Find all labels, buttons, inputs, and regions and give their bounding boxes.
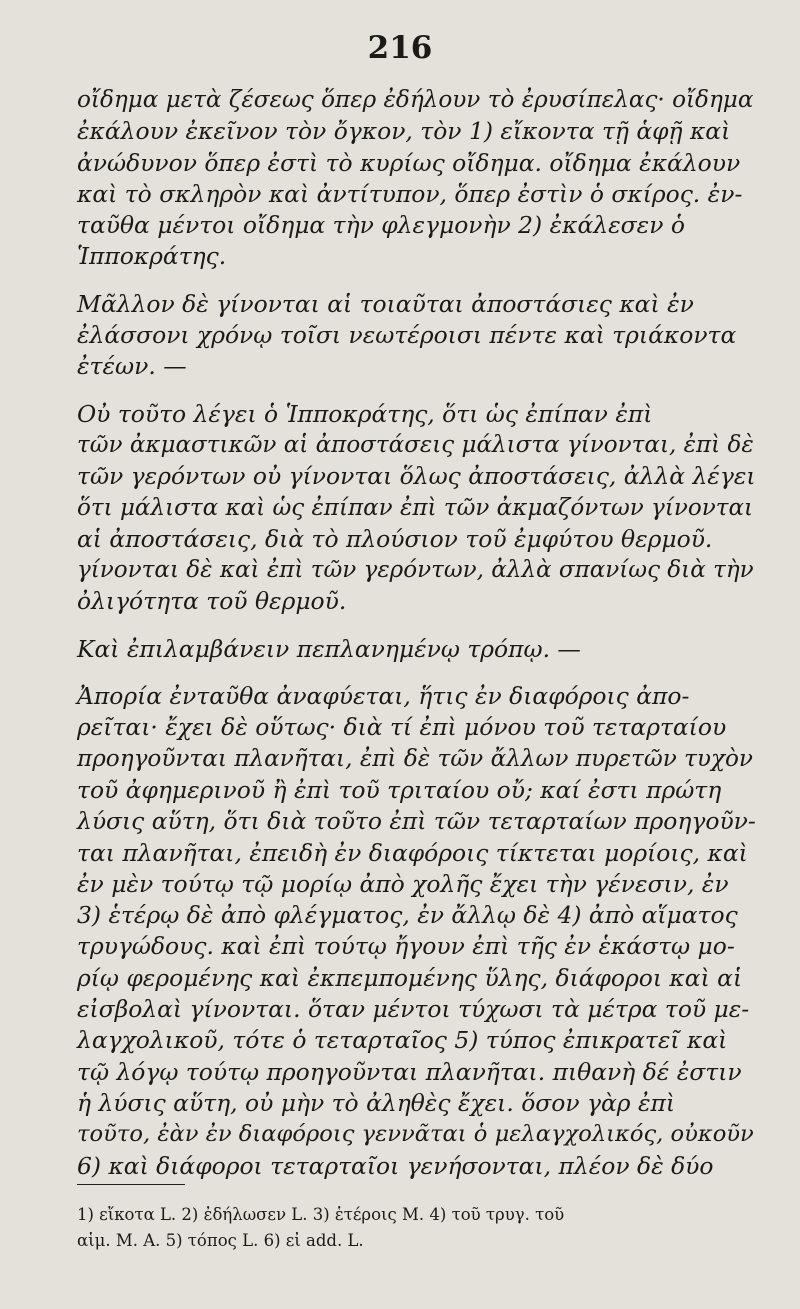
page-number: 216: [367, 30, 433, 66]
text-line: τρυγώδους. καὶ ἐπὶ τούτῳ ἤγουν ἐπὶ τῆς ἐν ἑκάστῳ μο-: [77, 932, 735, 961]
text-line: αἱ ἀποστάσεις, διὰ τὸ πλούσιον τοῦ ἐμφύτου θερμοῦ.: [77, 524, 713, 553]
paragraph-gap: [77, 383, 757, 399]
text-line: λύσις αὕτη, ὅτι διὰ τοῦτο ἐπὶ τῶν τεταρταίων προηγοῦν-: [77, 807, 756, 836]
text-line: γίνονται δὲ καὶ ἐπὶ τῶν γερόντων, ἀλλὰ σπανίως διὰ τὴν: [77, 557, 754, 584]
text-line: τῶν γερόντων οὐ γίνονται ὅλως ἀποστάσεις, ἀλλὰ λέγει: [77, 462, 756, 491]
text-line: 3) ἑτέρῳ δὲ ἀπὸ φλέγματος, ἐν ἄλλῳ δὲ 4) ἀπὸ αἵματος: [77, 901, 738, 930]
text-line: 6) καὶ διάφοροι τεταρταῖοι γενήσονται, πλέον δὲ δύο: [77, 1151, 714, 1180]
paragraph-gap: [77, 618, 757, 634]
paragraph-commentary: [77, 399, 757, 618]
paragraph-lemma: [77, 634, 757, 665]
text-line: ὅτι μάλιστα καὶ ὡς ἐπίπαν ἐπὶ τῶν ἀκμαζόντων γίνονται: [77, 494, 754, 521]
footnotes: [77, 1202, 757, 1254]
text-line: τῶν ἀκμαστικῶν αἱ ἀποστάσεις μάλιστα γίνονται, ἐπὶ δὲ: [77, 431, 754, 458]
footnote-rule: [77, 1184, 185, 1185]
text-line: Ἀπορία ἐνταῦθα ἀναφύεται, ἥτις ἐν διαφόροις ἀπο-: [77, 682, 690, 711]
text-line: ἐν μὲν τούτῳ τῷ μορίῳ ἀπὸ χολῆς ἔχει τὴν γένεσιν, ἐν: [77, 869, 729, 898]
paragraph-aphorism-quote: [77, 289, 757, 383]
text-line: οἴδημα μετὰ ζέσεως ὅπερ ἐδήλουν τὸ ἐρυσίπελας· οἴδημα: [77, 87, 754, 113]
text-line: ὀλιγότητα τοῦ θερμοῦ.: [77, 587, 347, 616]
text-line: καὶ τὸ σκληρὸν καὶ ἀντίτυπον, ὅπερ ἐστὶν ὁ σκίρος. ἐν-: [77, 179, 743, 208]
paragraph-aporia: [77, 681, 757, 1182]
text-line: ρεῖται· ἔχει δὲ οὕτως· διὰ τί ἐπὶ μόνου τοῦ τεταρταίου: [77, 713, 727, 742]
footnote-line: 1) εἴκοτα L. 2) ἐδήλωσεν L. 3) ἑτέροις M. 4) τοῦ τρυγ. τοῦ: [77, 1205, 565, 1224]
text-line: τοῦ ἀφημερινοῦ ἢ ἐπὶ τοῦ τριταίου οὔ; καί ἐστι πρώτη: [77, 775, 722, 804]
text-line: εἰσβολαὶ γίνονται. ὅταν μέντοι τύχωσι τὰ μέτρα τοῦ με-: [77, 995, 750, 1024]
text-line: Καὶ ἐπιλαμβάνειν πεπλανημένῳ τρόπῳ. —: [77, 634, 581, 663]
text-line: Μᾶλλον δὲ γίνονται αἱ τοιαῦται ἀποστάσιες καὶ ἐν: [77, 289, 694, 318]
paragraph-gap: [77, 273, 757, 289]
text-line: Ἱπποκράτης.: [77, 242, 227, 271]
text-line: ἐτέων. —: [77, 352, 187, 381]
text-line: ται πλανῆται, ἐπειδὴ ἐν διαφόροις τίκτεται μορίοις, καὶ: [77, 838, 748, 867]
paragraph-oidema: [77, 85, 757, 273]
text-line: Οὐ τοῦτο λέγει ὁ Ἱπποκράτης, ὅτι ὡς ἐπίπαν ἐπὶ: [77, 399, 653, 428]
text-line: ἡ λύσις αὕτη, οὐ μὴν τὸ ἀληθὲς ἔχει. ὅσον γὰρ ἐπὶ: [77, 1088, 676, 1117]
text-line: ἐλάσσονι χρόνῳ τοῖσι νεωτέροισι πέντε καὶ τριάκοντα: [77, 321, 737, 350]
text-line: τοῦτο, ἐὰν ἐν διαφόροις γεννᾶται ὁ μελαγχολικός, οὐκοῦν: [77, 1121, 754, 1148]
text-line: ἐκάλουν ἐκεῖνον τὸν ὄγκον, τὸν 1) εἴκοντα τῇ ἁφῇ καὶ: [77, 117, 731, 146]
body-text: [77, 85, 757, 1182]
text-line: λαγχολικοῦ, τότε ὁ τεταρταῖος 5) τύπος ἐπικρατεῖ καὶ: [77, 1026, 728, 1055]
footnote-line: αἱμ. M. A. 5) τόπος L. 6) εἰ add. L.: [77, 1231, 364, 1250]
text-line: τῷ λόγῳ τούτῳ προηγοῦνται πλανῆται. πιθανὴ δέ ἐστιν: [77, 1057, 742, 1086]
text-line: ἀνώδυνον ὅπερ ἐστὶ τὸ κυρίως οἴδημα. οἴδημα ἐκάλουν: [77, 148, 741, 177]
text-line: ρίῳ φερομένης καὶ ἐκπεμπομένης ὕλης, διάφοροι καὶ αἱ: [77, 963, 743, 992]
text-line: ταῦθα μέντοι οἴδημα τὴν φλεγμονὴν 2) ἐκάλεσεν ὁ: [77, 211, 685, 240]
text-line: προηγοῦνται πλανῆται, ἐπὶ δὲ τῶν ἄλλων πυρετῶν τυχὸν: [77, 745, 753, 772]
paragraph-gap: [77, 665, 757, 681]
